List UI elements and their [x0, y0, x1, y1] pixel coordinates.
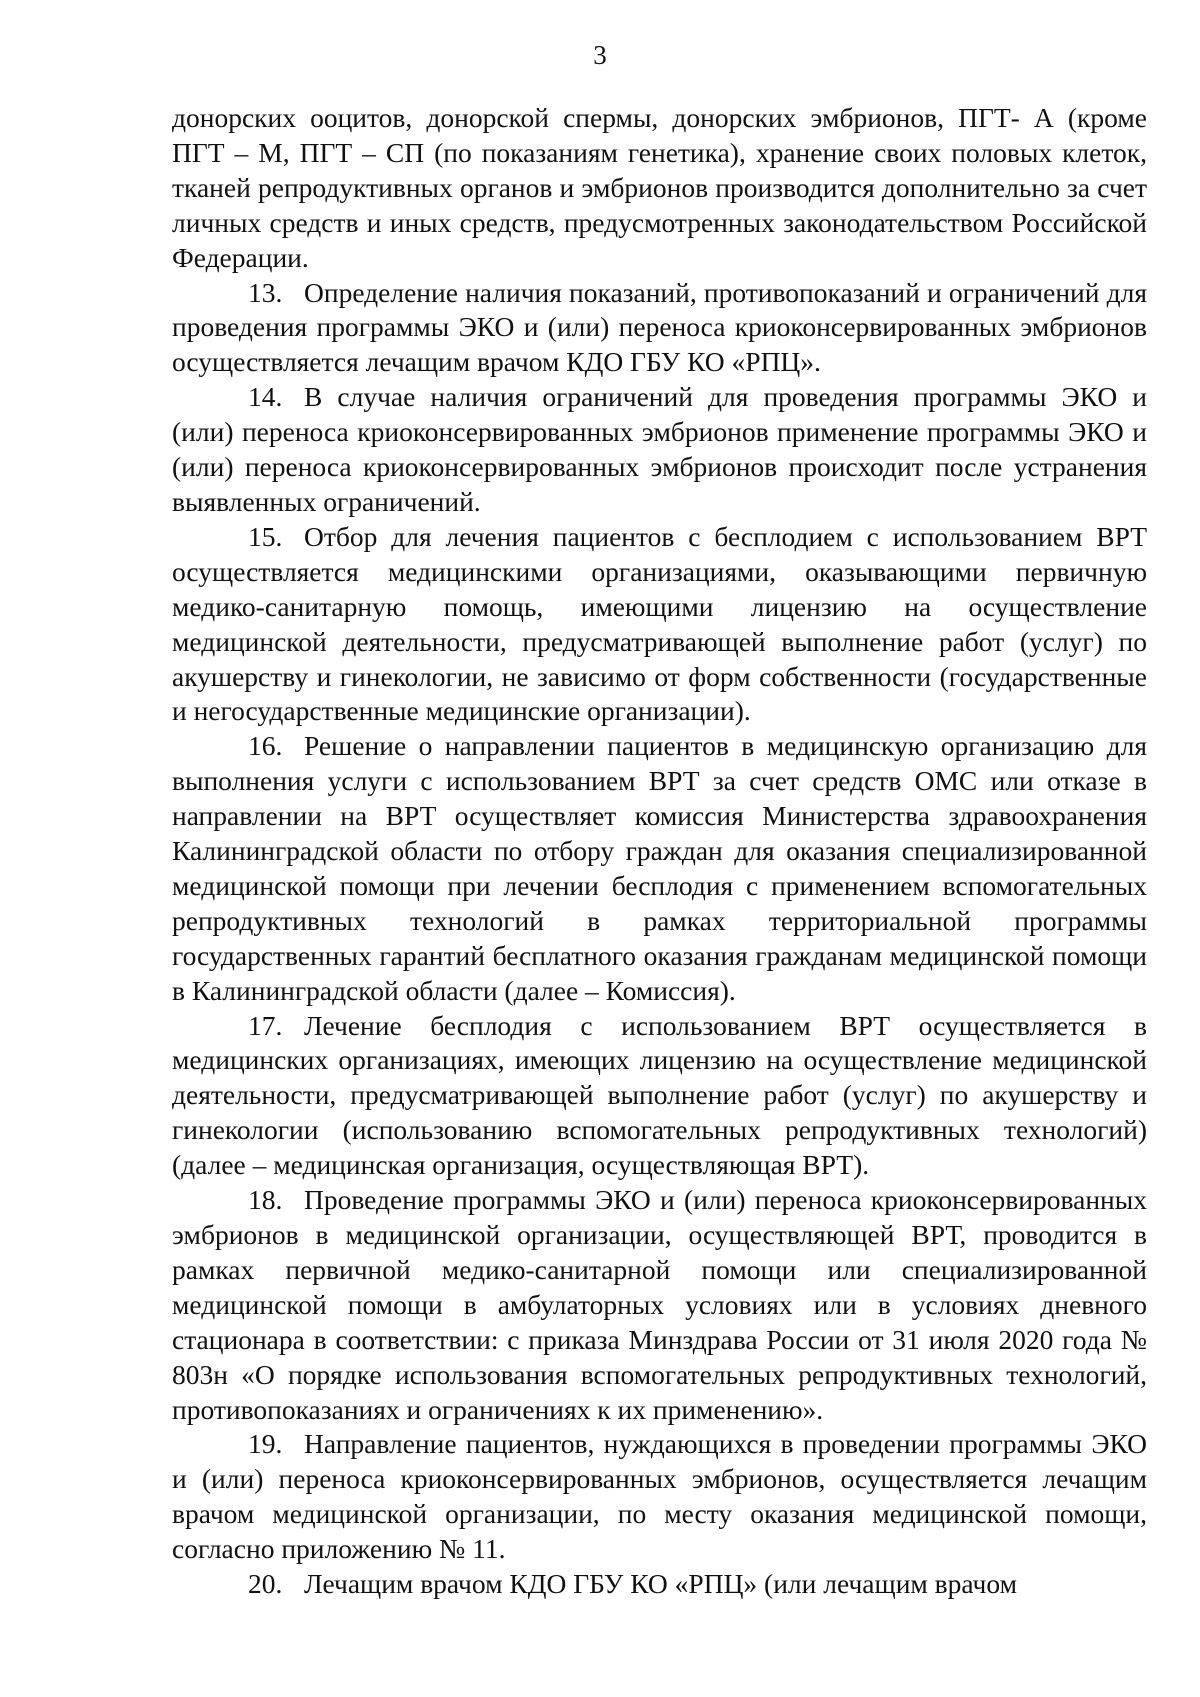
paragraph-text: Лечение бесплодия с использованием ВРТ осуществляется в медицинских организациях, имеющих лицензию на осуществление медицинской деятельности, предусматривающей выполнение работ (услуг) по акушерству и гинекологии (использованию вспомогательных репродуктивных технологий) (далее – медицинская организация, осуществляющая ВРТ).: [172, 1009, 1147, 1181]
paragraph-text: донорских ооцитов, донорской спермы, донорских эмбрионов, ПГТ- А (кроме ПГТ – М, ПГТ – СП (по показаниям генетика), хранение своих половых клеток, тканей репродуктивных органов и эмбрионов производится дополнительно за счет личных средств и иных средств, предусмотренных законодательством Российской Федерации.: [172, 102, 1147, 273]
paragraph-number: 13.: [248, 276, 283, 308]
paragraph-continuation: [172, 101, 1147, 276]
paragraph-text: Отбор для лечения пациентов с бесплодием с использованием ВРТ осуществляется медицинскими организациями, оказывающими первичную медико-санитарную помощь, имеющими лицензию на осуществление медицинской деятельности, предусматривающей выполнение работ (услуг) по акушерству и гинекологии, не зависимо от форм собственности (государственные и негосударственные медицинские организации).: [172, 520, 1147, 727]
paragraph-number: 20.: [248, 1568, 283, 1600]
paragraph-17: [172, 1009, 1147, 1184]
paragraph-number: 19.: [248, 1428, 283, 1460]
paragraph-text: Определение наличия показаний, противопоказаний и ограничений для проведения программы ЭКО и (или) переноса криоконсервированных эмбрионов осуществляется лечащим врачом КДО ГБУ КО «РПЦ».: [172, 276, 1147, 378]
paragraph-14: [172, 380, 1147, 520]
paragraph-text: В случае наличия ограничений для проведения программы ЭКО и (или) переноса криоконсервированных эмбрионов применение программы ЭКО и (или) переноса криоконсервированных эмбрионов происходит после устранения выявленных ограничений.: [172, 381, 1147, 517]
paragraph-15: [172, 520, 1147, 729]
paragraph-18: [172, 1183, 1147, 1427]
paragraph-text: Направление пациентов, нуждающихся в проведении программы ЭКО и (или) переноса криоконсервированных эмбрионов, осуществляется лечащим врачом медицинской организации, по месту оказания медицинской помощи, согласно приложению № 11.: [172, 1428, 1147, 1565]
page-number: 3: [593, 40, 607, 70]
paragraph-16: [172, 729, 1147, 1008]
paragraph-number: 18.: [248, 1184, 283, 1216]
paragraph-number: 15.: [248, 520, 283, 552]
paragraph-text: Лечащим врачом КДО ГБУ КО «РПЦ» (или лечащим врачом: [304, 1568, 1017, 1600]
paragraph-13: [172, 276, 1147, 381]
paragraph-number: 14.: [248, 381, 283, 413]
document-body: [172, 101, 1147, 1602]
paragraph-19: [172, 1427, 1147, 1567]
paragraph-text: Решение о направлении пациентов в медицинскую организацию для выполнения услуги с использованием ВРТ за счет средств ОМС или отказе в направлении на ВРТ осуществляет комиссия Министерства здравоохранения Калининградской области по отбору граждан для оказания специализированной медицинской помощи при лечении бесплодия с применением вспомогательных репродуктивных технологий в рамках территориальной программы государственных гарантий бесплатного оказания гражданам медицинской помощи в Калининградской области (далее – Комиссия).: [172, 730, 1147, 1006]
paragraph-number: 17.: [248, 1009, 283, 1041]
paragraph-text: Проведение программы ЭКО и (или) переноса криоконсервированных эмбрионов в медицинской организации, осуществляющей ВРТ, проводится в рамках первичной медико-санитарной помощи или специализированной медицинской помощи в амбулаторных условиях или в условиях дневного стационара в соответствии: с приказа Минздрава России от 31 июля 2020 года № 803н «О порядке использования вспомогательных репродуктивных технологий, противопоказаниях и ограничениях к их применению».: [172, 1184, 1147, 1425]
paragraph-20: [172, 1567, 1147, 1602]
paragraph-number: 16.: [248, 730, 283, 762]
